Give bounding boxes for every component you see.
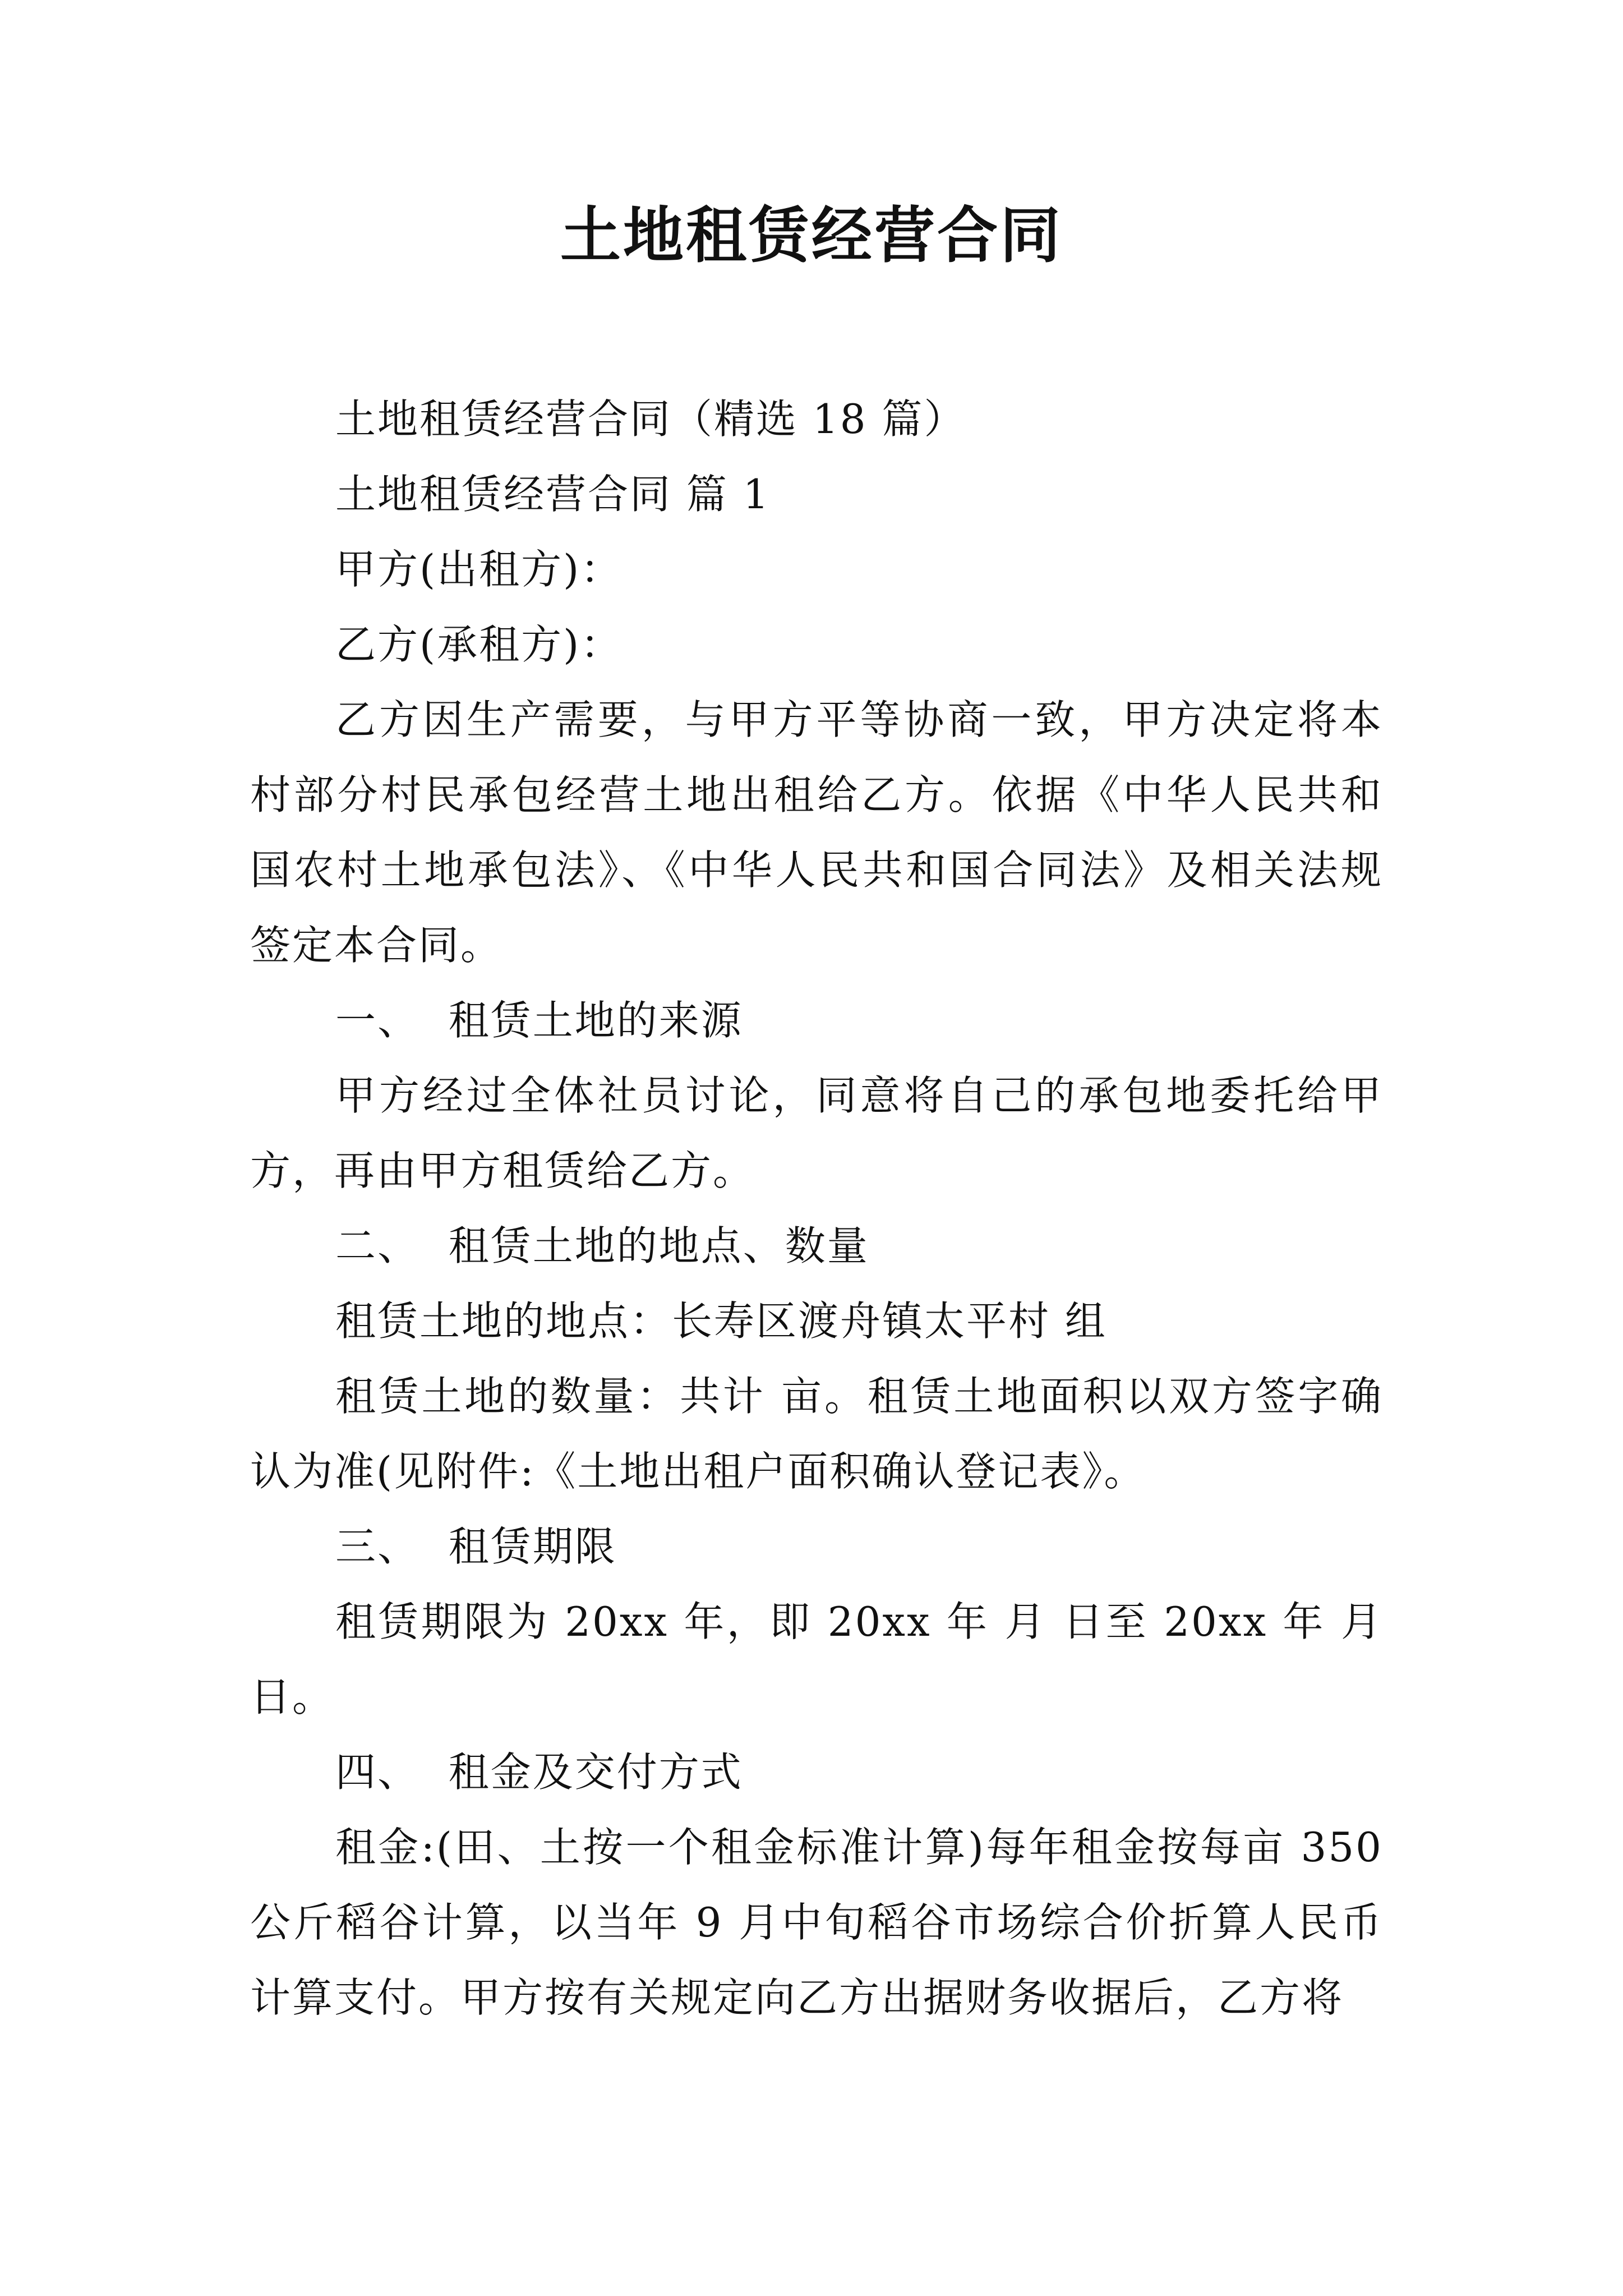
- preamble-paragraph: 乙方因生产需要，与甲方平等协商一致，甲方决定将本村部分村民承包经营土地出租给乙方。依据《中华人民共和国农村土地承包法》、《中华人民共和国合同法》及相关法规签定本合同。: [250, 696, 1383, 969]
- section-heading-4: 四、 租金及交付方式: [335, 1749, 743, 1796]
- section-1-paragraph: 甲方经过全体社员讨论，同意将自己的承包地委托给甲方，再由甲方租赁给乙方。: [250, 1072, 1383, 1194]
- party-b-line: 乙方(承租方)：: [335, 621, 623, 668]
- subtitle-line: 土地租赁经营合同（精选 18 篇）: [335, 395, 966, 443]
- section-heading-1: 一、 租赁土地的来源: [335, 997, 743, 1044]
- rent-paragraph: 租金:(田、土按一个租金标准计算)每年租金按每亩 350 公斤稻谷计算，以当年 9 月中旬稻谷市场综合价折算人民币计算支付。甲方按有关规定向乙方出据财务收据后，乙方将: [250, 1824, 1383, 2021]
- party-a-line: 甲方(出租方)：: [335, 546, 623, 593]
- section-heading-3: 三、 租赁期限: [335, 1523, 617, 1570]
- lease-term-paragraph: 租赁期限为 20xx 年，即 20xx 年 月 日至 20xx 年 月日。: [250, 1598, 1383, 1720]
- document-title: 土地租赁经营合同: [560, 200, 1063, 271]
- chapter-heading: 土地租赁经营合同 篇 1: [335, 471, 771, 518]
- section-heading-2: 二、 租赁土地的地点、数量: [335, 1222, 869, 1269]
- land-quantity-paragraph: 租赁土地的数量：共计 亩。租赁土地面积以双方签字确认为准(见附件:《土地出租户面积确认登记表》。: [250, 1373, 1383, 1495]
- document-body: [250, 381, 1383, 2035]
- land-location-line: 租赁土地的地点：长寿区渡舟镇太平村 组: [335, 1297, 1107, 1345]
